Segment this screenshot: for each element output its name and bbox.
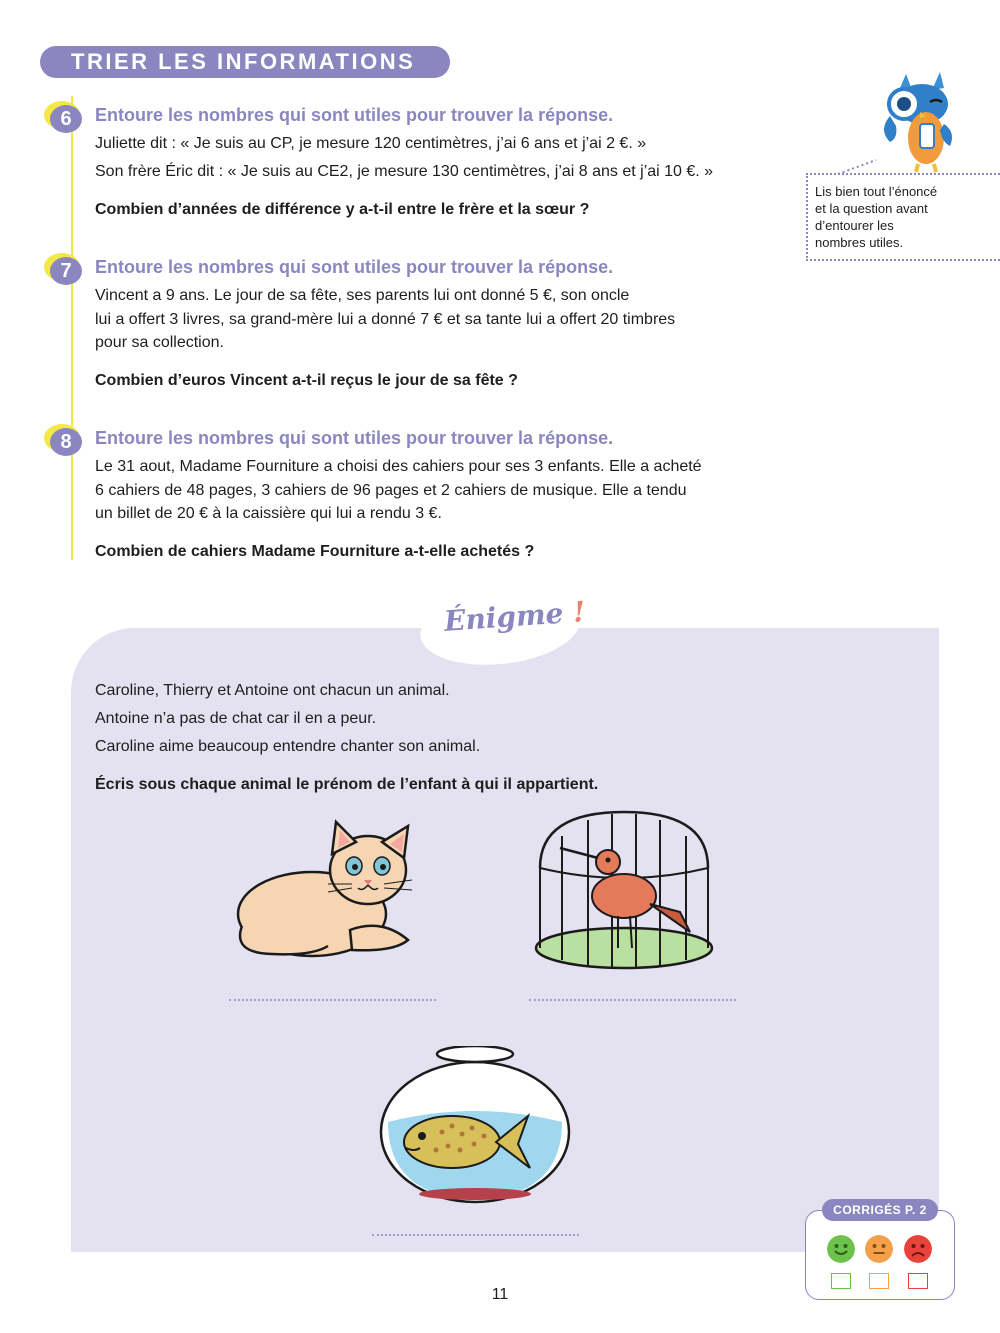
bird-in-cage-illustration [532,808,717,973]
exercise-text-line: Son frère Éric dit : « Je suis au CE2, je mesure 130 centimètres, j’ai 8 ans et j’ai 10 €. » [95,163,714,180]
enigme-title-text: Énigme [443,596,565,638]
exercise-text-line: Le 31 aout, Madame Fourniture a choisi des cahiers pour ses 3 enfants. Elle a acheté [95,458,702,475]
answer-line-cat[interactable] [229,999,436,1001]
neutral-checkbox[interactable] [869,1273,889,1289]
exercise-text-line: 6 cahiers de 48 pages, 3 cahiers de 96 pages et 2 cahiers de musique. Elle a tendu [95,482,687,499]
tip-text-line: nombres utiles. [815,235,904,250]
enigme-question: Écris sous chaque animal le prénom de l’enfant à qui il appartient. [95,776,599,793]
owl-mascot-icon [870,68,960,178]
exercise-number: 8 [50,428,82,456]
sad-checkbox[interactable] [908,1273,928,1289]
enigme-title-mark: ! [571,595,587,629]
sad-face-icon [904,1235,932,1263]
page-number: 11 [491,1286,509,1303]
tip-text-line: et la question avant [815,201,928,216]
exercise-instruction: Entoure les nombres qui sont utiles pour trouver la réponse. [95,428,614,448]
exercise-number-badge [44,424,86,456]
section-title: TRIER LES INFORMATIONS [40,46,450,78]
exercise-number-badge [44,253,86,285]
neutral-face-icon [865,1235,893,1263]
enigme-text-line: Antoine n’a pas de chat car il en a peur. [95,710,377,727]
exercise-text-line: un billet de 20 € à la caissière qui lui a rendu 3 €. [95,505,442,522]
exercise-number: 7 [50,257,82,285]
tip-text-line: Lis bien tout l’énoncé [815,184,938,199]
answer-line-bird[interactable] [529,999,736,1001]
enigme-text-line: Caroline, Thierry et Antoine ont chacun un animal. [95,682,450,699]
exercise-question: Combien d’années de différence y a-t-il entre le frère et la sœur ? [95,201,590,218]
happy-face-icon [827,1235,855,1263]
exercise-margin-line [71,96,73,560]
answer-line-fish[interactable] [372,1234,579,1236]
exercise-question: Combien d’euros Vincent a-t-il reçus le jour de sa fête ? [95,372,518,389]
exercise-number: 6 [50,105,82,133]
cat-illustration [232,818,417,963]
exercise-text-line: lui a offert 3 livres, sa grand-mère lui a donné 7 € et sa tante lui a offert 20 timbres [95,311,676,328]
corrections-label: CORRIGÉS P. 2 [822,1199,938,1221]
exercise-question: Combien de cahiers Madame Fourniture a-t-elle achetés ? [95,543,535,560]
enigme-text-line: Caroline aime beaucoup entendre chanter son animal. [95,738,481,755]
tip-text-line: d’entourer les [815,218,894,233]
exercise-number-badge [44,101,86,133]
tip-pointer [836,158,880,176]
exercise-text-line: Juliette dit : « Je suis au CP, je mesure 120 centimètres, j’ai 6 ans et j’ai 2 €. » [95,135,647,152]
exercise-text-line: pour sa collection. [95,334,224,351]
exercise-instruction: Entoure les nombres qui sont utiles pour trouver la réponse. [95,105,614,125]
exercise-instruction: Entoure les nombres qui sont utiles pour trouver la réponse. [95,257,614,277]
fish-in-bowl-illustration [378,1046,572,1206]
happy-checkbox[interactable] [831,1273,851,1289]
exercise-text-line: Vincent a 9 ans. Le jour de sa fête, ses parents lui ont donné 5 €, son oncle [95,287,630,304]
